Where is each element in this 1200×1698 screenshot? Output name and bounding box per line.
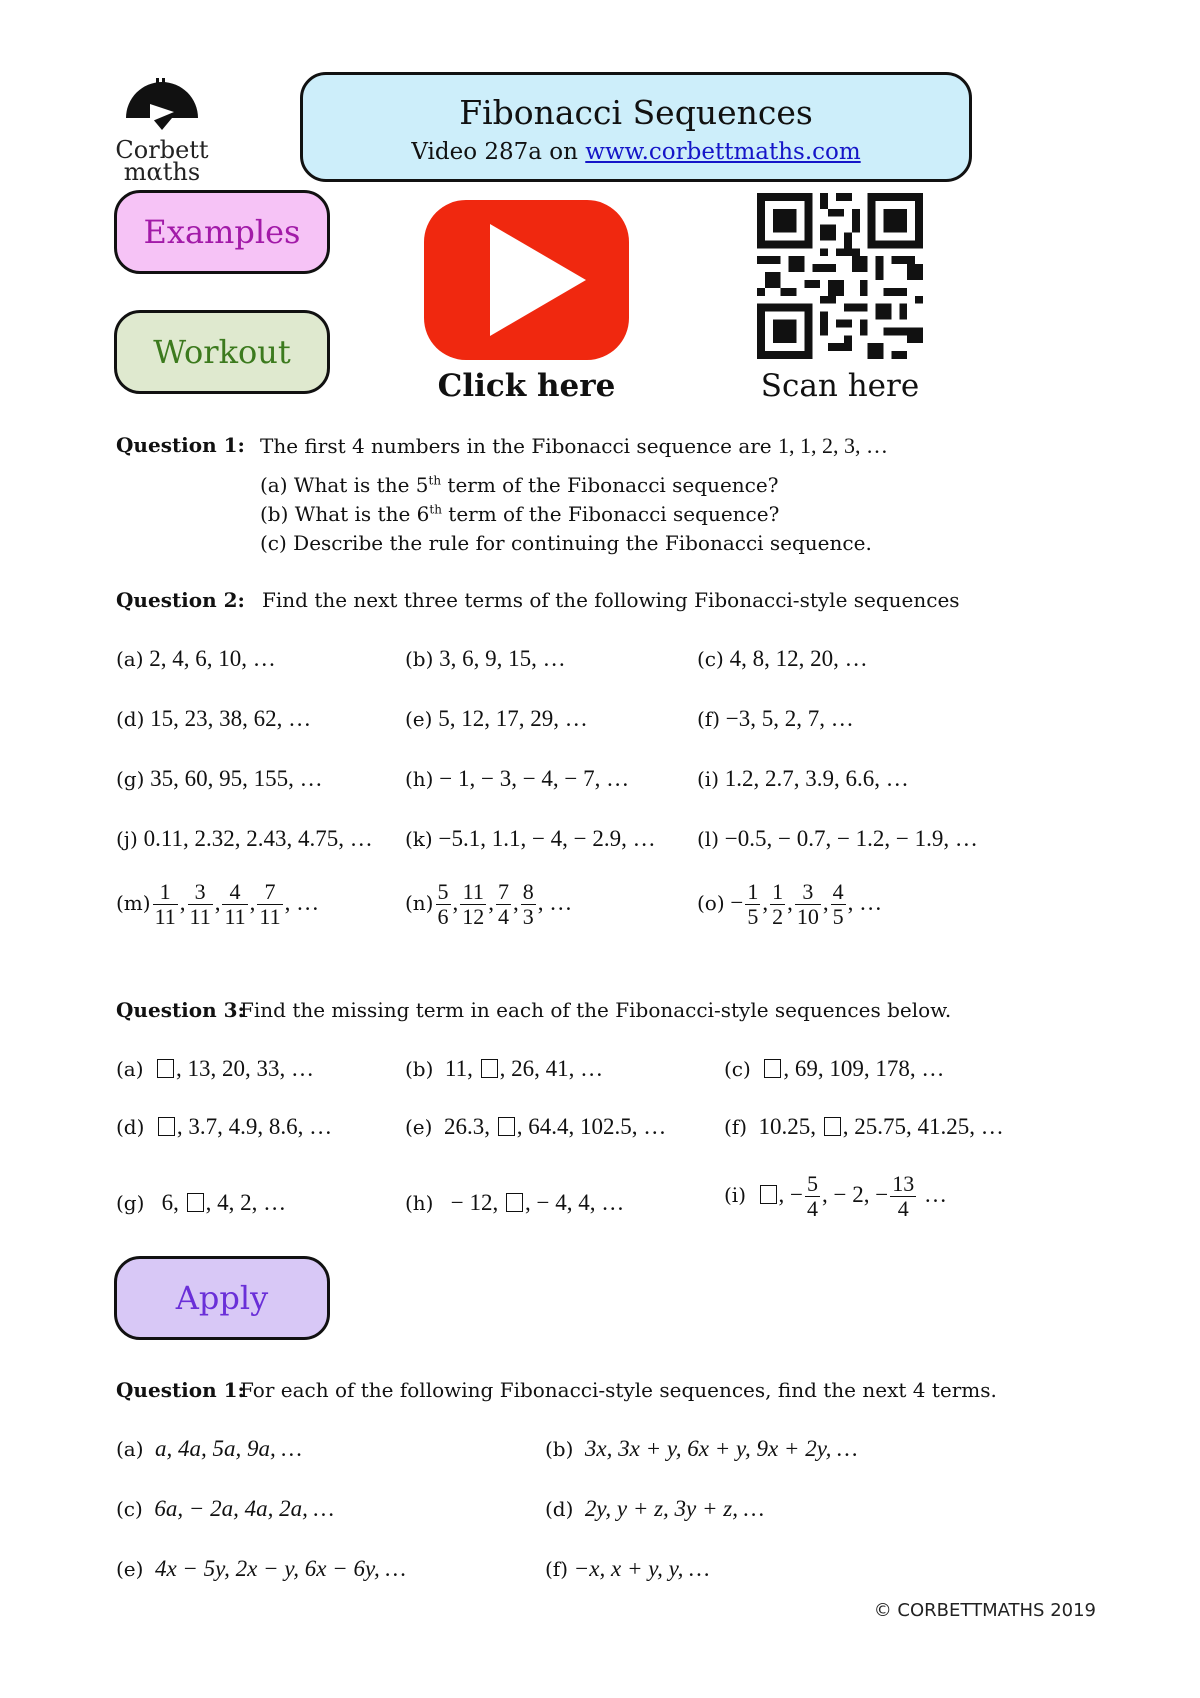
sequence-item: (g) 6, , 4, 2, … <box>116 1190 287 1215</box>
sequence-item: (h) − 1, − 3, − 4, − 7, … <box>405 766 630 791</box>
apply-button[interactable]: Apply <box>114 1256 330 1340</box>
corbettmaths-logo <box>112 78 212 188</box>
sequence-item: (d) 2y, y + z, 3y + z, … <box>545 1496 765 1521</box>
missing-term-box[interactable] <box>481 1059 498 1078</box>
missing-term-box[interactable] <box>760 1185 777 1204</box>
sequence-item: (a) , 13, 20, 33, … <box>116 1056 315 1081</box>
video-prefix: Video 287a on <box>411 139 586 165</box>
title-box <box>300 72 972 182</box>
sequence-item: (n) $\frac{5}{6}$ , $\frac{11}{12}$ , $\frac{7}{4}$ , $\frac{8}{3}$ , … <box>405 879 573 929</box>
missing-term-box[interactable] <box>824 1117 841 1136</box>
sequence-item: (o) − $\frac{1}{5}$ , $\frac{1}{2}$ , $\frac{3}{10}$ , $\frac{4}{5}$ , … <box>697 879 883 929</box>
sequence-item: (b) 3x, 3x + y, 6x + y, 9x + 2y, … <box>545 1436 858 1461</box>
sequence-item: (a) a, 4a, 5a, 9a, … <box>116 1436 302 1461</box>
sequence-item: (e) 4x − 5y, 2x − y, 6x − 6y, … <box>116 1556 406 1581</box>
sequence-item: (k) −5.1, 1.1, − 4, − 2.9, … <box>405 826 656 851</box>
video-reference <box>303 139 969 165</box>
sequence-item: (e) 5, 12, 17, 29, … <box>405 706 588 731</box>
sub-question: (c) Describe the rule for continuing the Fibonacci sequence. <box>260 531 872 555</box>
sequence: 1, 1, 2, 3, … <box>778 433 888 458</box>
sequence-item: (f) −3, 5, 2, 7, … <box>697 706 854 731</box>
examples-button[interactable]: Examples <box>114 190 330 274</box>
missing-term-box[interactable] <box>187 1193 204 1212</box>
sequence-item: (c) 6a, − 2a, 4a, 2a, … <box>116 1496 335 1521</box>
sequence-item: (d) 15, 23, 38, 62, … <box>116 706 312 731</box>
missing-term-box[interactable] <box>506 1193 523 1212</box>
sequence-item: (m) $\frac{1}{11}$ , $\frac{3}{11}$ , $\frac{4}{11}$ , $\frac{7}{11}$ , … <box>116 879 320 929</box>
question-text: For each of the following Fibonacci-style sequences, find the next 4 terms. <box>240 1378 997 1402</box>
logo-text-corbett: Corbett <box>115 136 209 164</box>
sub-question: (a) What is the 5th term of the Fibonacci sequence? <box>260 473 779 497</box>
copyright-notice: © CORBETTMATHS 2019 <box>873 1600 1096 1621</box>
sequence-item: (c) 4, 8, 12, 20, … <box>697 646 868 671</box>
sequence-item: (b) 11, , 26, 41, … <box>405 1056 604 1081</box>
sequence-item: (f) 10.25, , 25.75, 41.25, … <box>724 1114 1004 1139</box>
click-here-label[interactable]: Click here <box>437 368 616 404</box>
play-video-icon[interactable] <box>424 200 629 360</box>
missing-term-box[interactable] <box>764 1059 781 1078</box>
question-text: The first 4 numbers in the Fibonacci sequence are 1, 1, 2, 3, … <box>260 433 888 458</box>
qr-code-icon <box>756 193 924 359</box>
website-link[interactable]: www.corbettmaths.com <box>585 139 861 165</box>
question-label: Question 3: <box>116 998 245 1022</box>
sequence-item: (j) 0.11, 2.32, 2.43, 4.75, … <box>116 826 373 851</box>
sub-question: (b) What is the 6th term of the Fibonacci sequence? <box>260 502 780 526</box>
question-label: Question 2: <box>116 588 245 612</box>
sequence-item: (b) 3, 6, 9, 15, … <box>405 646 566 671</box>
logo-text-maths: mαths <box>123 158 201 186</box>
missing-term-box[interactable] <box>157 1059 174 1078</box>
question-label: Question 1: <box>116 433 245 457</box>
page-title: Fibonacci Sequences <box>459 93 813 132</box>
missing-term-box[interactable] <box>158 1117 175 1136</box>
sequence-item: (e) 26.3, , 64.4, 102.5, … <box>405 1114 667 1139</box>
sequence-item: (d) , 3.7, 4.9, 8.6, … <box>116 1114 333 1139</box>
logo-emblem-icon <box>112 78 212 136</box>
question-text: Find the next three terms of the following Fibonacci-style sequences <box>262 588 960 612</box>
sequence-item: (l) −0.5, − 0.7, − 1.2, − 1.9, … <box>697 826 978 851</box>
sequence-item: (i) , − $\frac{5}{4}$ , − 2, − $\frac{13}{4}$ … <box>724 1171 947 1221</box>
question-label: Question 1: <box>116 1378 245 1402</box>
sequence-item: (a) 2, 4, 6, 10, … <box>116 646 276 671</box>
sequence-item: (i) 1.2, 2.7, 3.9, 6.6, … <box>697 766 909 791</box>
workout-button[interactable]: Workout <box>114 310 330 394</box>
missing-term-box[interactable] <box>498 1117 515 1136</box>
sequence-item: (g) 35, 60, 95, 155, … <box>116 766 323 791</box>
sequence-item: (h) − 12, , − 4, 4, … <box>405 1190 625 1215</box>
sequence-item: (f) −x, x + y, y, … <box>545 1556 710 1581</box>
question-text: Find the missing term in each of the Fibonacci-style sequences below. <box>240 998 952 1022</box>
sequence-item: (c) , 69, 109, 178, … <box>724 1056 945 1081</box>
scan-here-label: Scan here <box>760 368 920 404</box>
